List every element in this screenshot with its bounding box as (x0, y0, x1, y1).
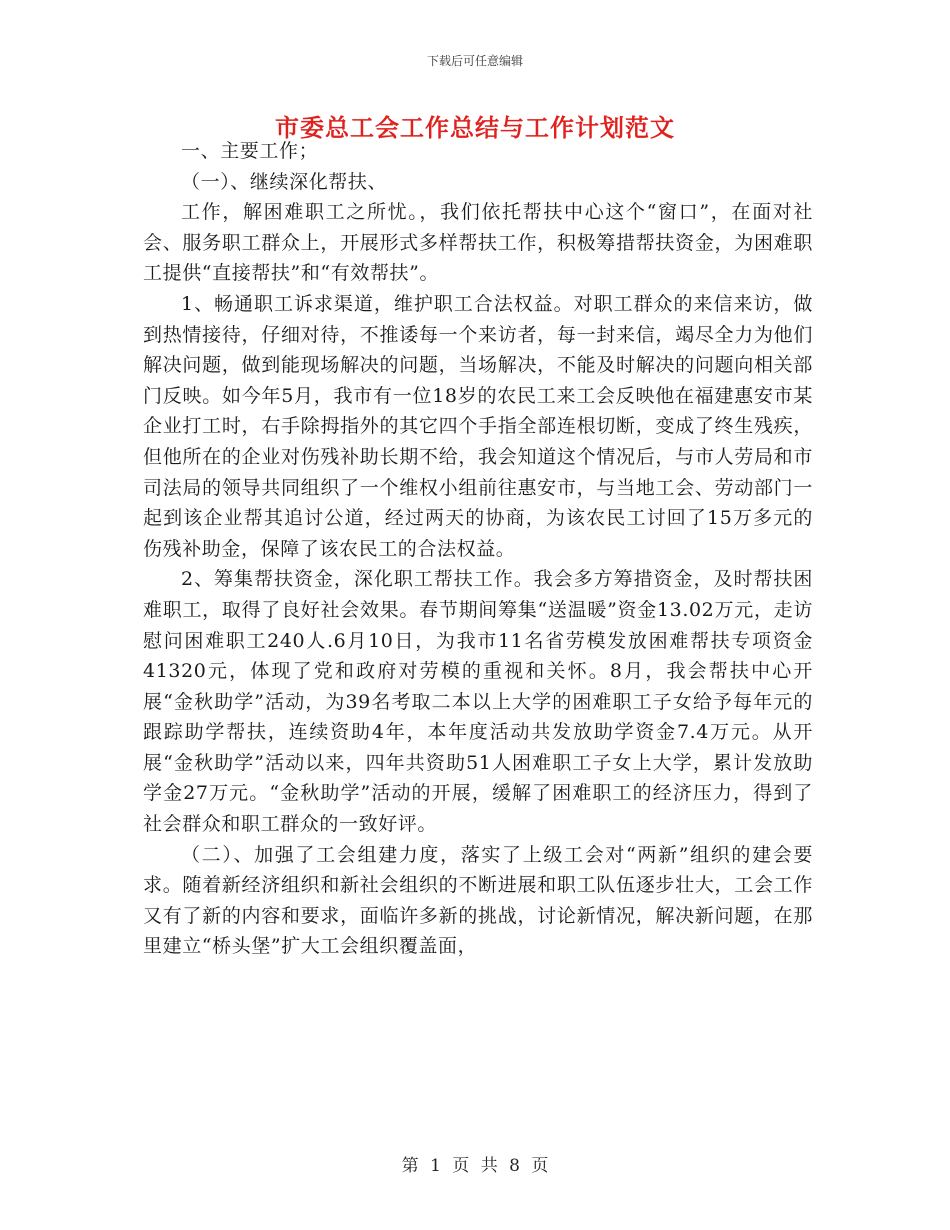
page-footer: 第 1 页 共 8 页 (401, 1156, 549, 1176)
subsection-heading-1: （一）、继续深化帮扶、 (181, 170, 388, 193)
paragraph-item-1: 1、畅通职工诉求渠道，维护职工合法权益。对职工群众的来信来访，做到热情接待，仔细对待，不推诿每一个来访者，每一封来信，竭尽全力为他们解决问题，做到能现场解决的问题，当场解决，不能及时解决的问题向相关部门反映。如今年5月，我市有一位18岁的农民工来工会反映他在福建惠安市某企业打工时，右手除拇指外的其它四个手指全部连根切断，变成了终生残疾，但他所在的企业对伤残补助长期不给，我会知道这个情况后，与市人劳局和市司法局的领导共同组织了一个维权小组前往惠安市，与当地工会、劳动部门一起到该企业帮其追讨公道，经过两天的协商，为该农民工讨回了15万多元的伤残补助金，保障了该农民工的合法权益。 (143, 292, 813, 560)
paragraph-intro: 工作，解困难职工之所忧。，我们依托帮扶中心这个“窗口”，在面对社会、服务职工群众上，开展形式多样帮扶工作，积极筹措帮扶资金，为困难职工提供“直接帮扶”和“有效帮扶”。 (143, 201, 813, 285)
document-body (143, 136, 813, 962)
paragraph-item-2: 2、筹集帮扶资金，深化职工帮扶工作。我会多方筹措资金，及时帮扶困难职工，取得了良好社会效果。春节期间筹集“送温暖”资金13.02万元，走访慰问困难职工240人.6月10日，为我市11名省劳模发放困难帮扶专项资金41320元，体现了党和政府对劳模的重视和关怀。8月，我会帮扶中心开展“金秋助学”活动，为39名考取二本以上大学的困难职工子女给予每年元的跟踪助学帮扶，连续资助4年，本年度活动共发放助学资金7.4万元。从开展“金秋助学”活动以来，四年共资助51人困难职工子女上大学，累计发放助学金27万元。“金秋助学”活动的开展，缓解了困难职工的经济压力，得到了社会群众和职工群众的一致好评。 (143, 568, 813, 836)
page-header: 下载后可任意编辑 (426, 54, 523, 68)
document-title: 市委总工会工作总结与工作计划范文 (275, 113, 675, 142)
paragraph-subsection-2: （二）、加强了工会组建力度，落实了上级工会对“两新”组织的建会要求。随着新经济组织和新社会组织的不断进展和职工队伍逐步壮大，工会工作又有了新的内容和要求，面临许多新的挑战，讨论新情况，解决新问题，在那里建立“桥头堡”扩大工会组织覆盖面， (143, 843, 813, 958)
section-heading-main-work: 一、主要工作； (181, 140, 319, 162)
